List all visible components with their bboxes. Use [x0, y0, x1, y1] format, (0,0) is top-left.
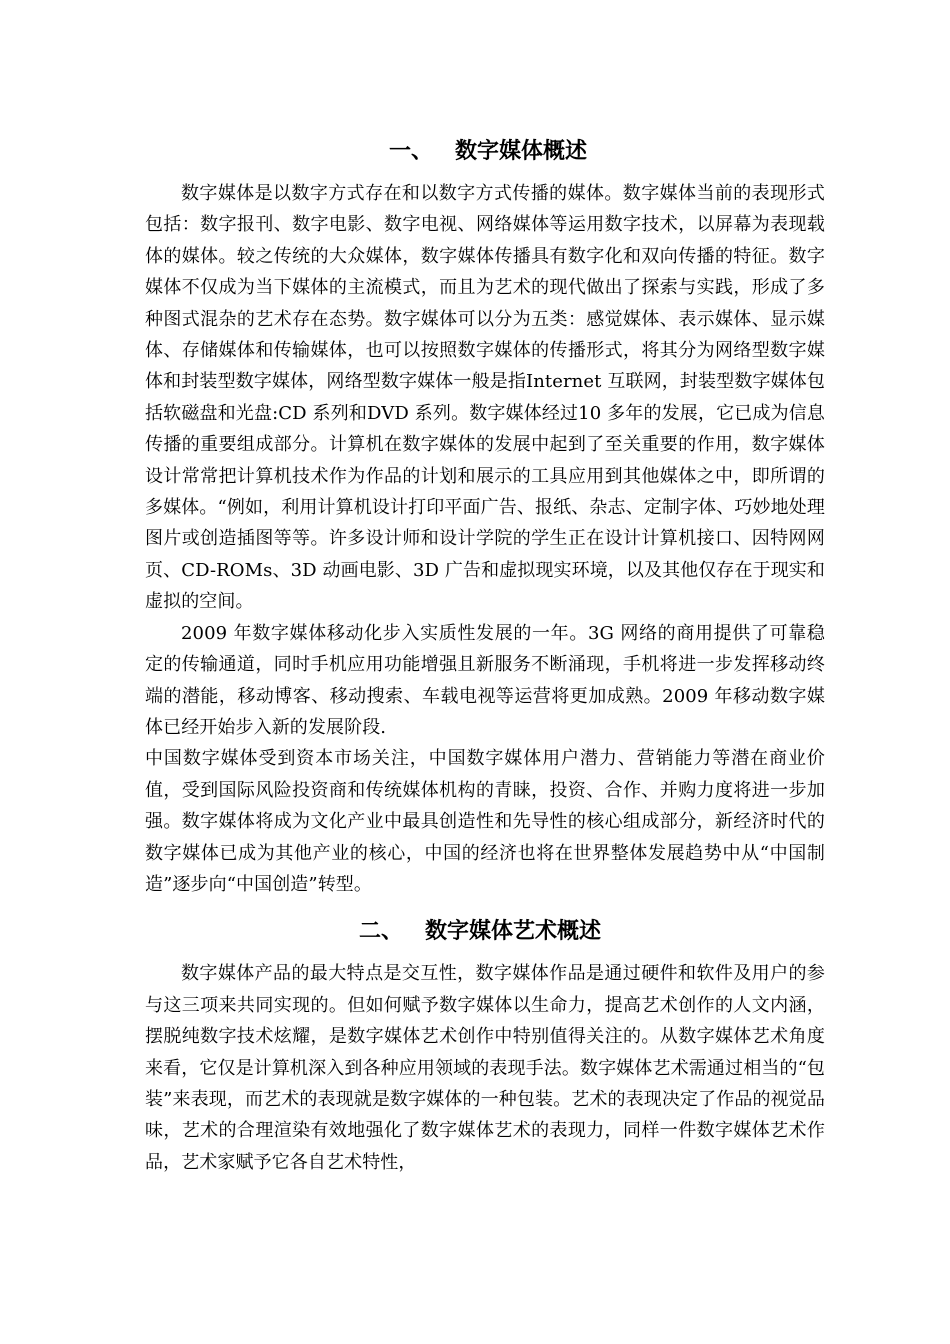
section-2-heading	[135, 906, 825, 958]
section-2-title: 数字媒体艺术概述	[425, 919, 602, 945]
section-1-title: 数字媒体概述	[455, 139, 588, 164]
section-1-paragraph-1: 数字媒体是以数字方式存在和以数字方式传播的媒体。数字媒体当前的表现形式包括：数字报刊、数字电影、数字电视、网络媒体等运用数字技术，以屏幕为表现载体的媒体。较之传统的大众媒体，数字媒体传播具有数字化和双向传播的特征。数字媒体不仅成为当下媒体的主流模式，而且为艺术的现代做出了探索与实践，形成了多种图式混杂的艺术存在态势。数字媒体可以分为五类：感觉媒体、表示媒体、显示媒体、存储媒体和传输媒体，也可以按照数字媒体的传播形式，将其分为网络型数字媒体和封装型数字媒体，网络型数字媒体一般是指Internet 互联网，封装型数字媒体包括软磁盘和光盘:CD 系列和DVD 系列。数字媒体经过10 多年的发展，它已成为信息传播的重要组成部分。计算机在数字媒体的发展中起到了至关重要的作用，数字媒体设计常常把计算机技术作为作品的计划和展示的工具应用到其他媒体之中，即所谓的多媒体。“例如，利用计算机设计打印平面广告、报纸、杂志、定制字体、巧妙地处理图片或创造插图等等。许多设计师和设计学院的学生正在设计计算机接口、因特网网页、CD-ROMs、3D 动画电影、3D 广告和虚拟现实环境，以及其他仅存在于现实和虚拟的空间。	[145, 183, 826, 613]
section-1-paragraph-3: 中国数字媒体受到资本市场关注，中国数字媒体用户潜力、营销能力等潜在商业价值，受到国际风险投资商和传统媒体机构的青睐，投资、合作、并购力度将进一步加强。数字媒体将成为文化产业中最具创造性和先导性的核心组成部分，新经济时代的数字媒体已成为其他产业的核心，中国的经济也将在世界整体发展趋势中从“中国制造”逐步向“中国创造”转型。	[145, 748, 825, 895]
document-body	[145, 126, 825, 1178]
section-1-heading	[151, 126, 825, 178]
section-1-number: 一、	[388, 139, 433, 164]
section-2-paragraph-1: 数字媒体产品的最大特点是交互性，数字媒体作品是通过硬件和软件及用户的参与这三项来共同实现的。但如何赋予数字媒体以生命力，提高艺术创作的人文内涵，摆脱纯数字技术炫耀，是数字媒体艺术创作中特别值得关注的。从数字媒体艺术角度来看，它仅是计算机深入到各种应用领域的表现手法。数字媒体艺术需通过相当的“包装”来表现，而艺术的表现就是数字媒体的一种包装。艺术的表现决定了作品的视觉品味，艺术的合理渲染有效地强化了数字媒体艺术的表现力，同样一件数字媒体艺术作品，艺术家赋予它各自艺术特性，	[145, 963, 825, 1173]
section-2-number: 二、	[358, 919, 403, 945]
section-1-paragraph-2: 2009 年数字媒体移动化步入实质性发展的一年。3G 网络的商用提供了可靠稳定的传输通道，同时手机应用功能增强且新服务不断涌现，手机将进一步发挥移动终端的潜能，移动博客、移动搜索、车载电视等运营将更加成熟。2009 年移动数字媒体已经开始步入新的发展阶段.	[145, 622, 825, 738]
